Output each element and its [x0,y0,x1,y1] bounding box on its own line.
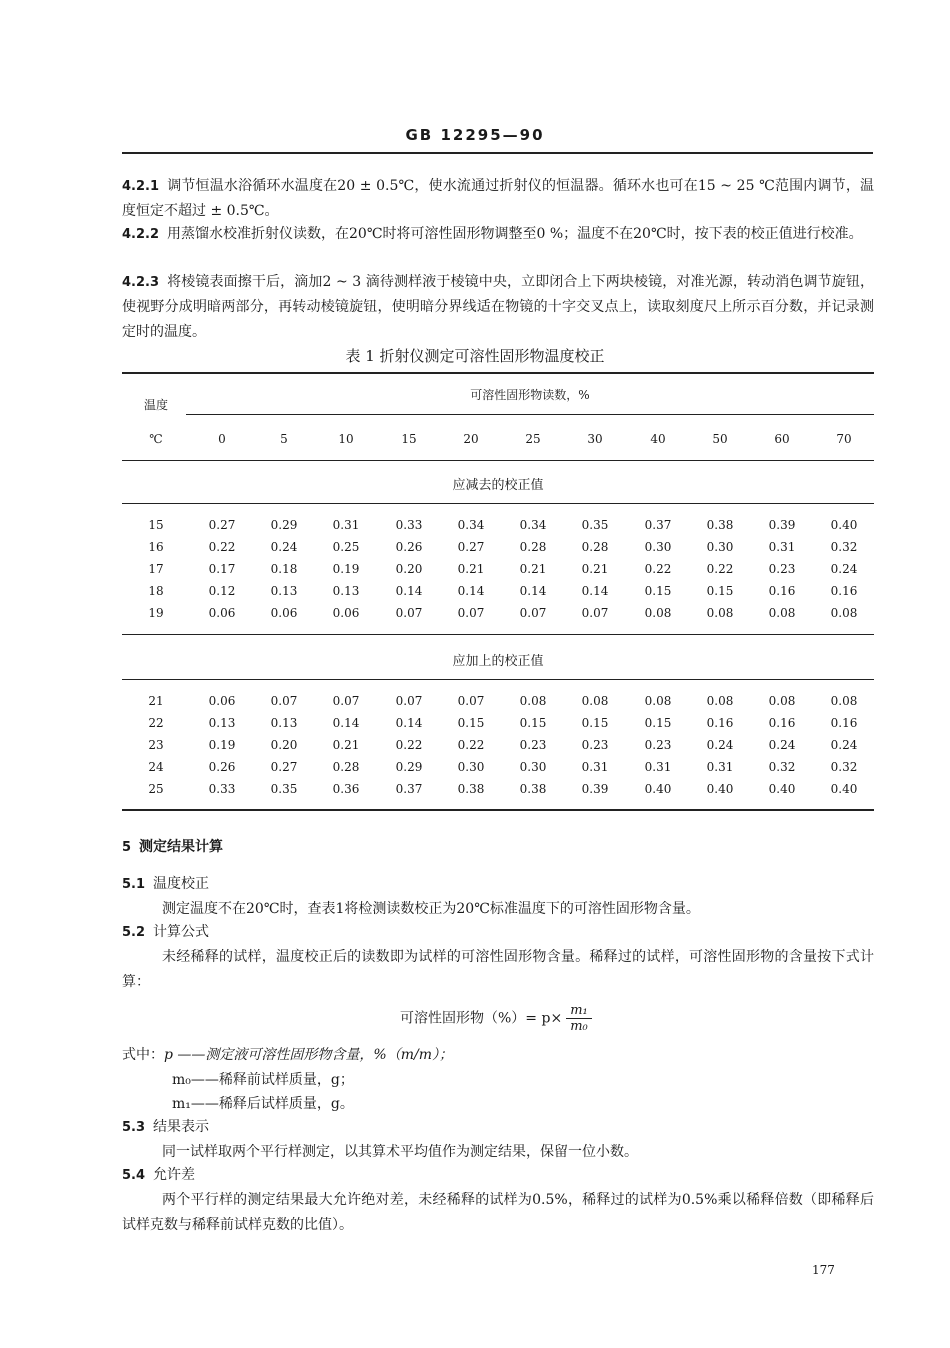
table-cell: 0.28 [581,540,609,554]
table-cell: 0.35 [581,518,609,532]
table-cell: 0.08 [581,694,609,708]
table-cell: 0.15 [581,716,609,730]
table-cell: 0.29 [395,760,423,774]
header-bottom-rule [122,460,874,461]
table-cell: 0.07 [457,694,485,708]
table-cell: 0.15 [644,584,672,598]
clause-5-1 [122,872,874,922]
table-cell: 0.07 [581,606,609,620]
table-cell: 0.08 [830,694,858,708]
table-cell: 0.31 [332,518,360,532]
table-cell: 0.14 [457,584,485,598]
table-cell: 0.08 [519,694,547,708]
table-cell: 0.14 [519,584,547,598]
clause-number: 4.2.2 [122,227,160,242]
clause-number: 5.4 [122,1168,146,1183]
table-cell: 0.07 [332,694,360,708]
row-temperature: 23 [148,738,164,752]
table-cell: 0.23 [581,738,609,752]
table-cell: 0.08 [768,694,796,708]
table-cell: 0.22 [208,540,236,554]
table-cell: 0.39 [768,518,796,532]
table-cell: 0.36 [332,782,360,796]
variable-m1: m₁——稀释后试样质量，g。 [172,1096,354,1112]
table-cell: 0.14 [395,716,423,730]
table-cell: 0.30 [706,540,734,554]
table-cell: 0.37 [395,782,423,796]
table-cell: 0.24 [768,738,796,752]
table-cell: 0.07 [519,606,547,620]
column-header: 20 [463,432,479,446]
clause-text: 同一试样取两个平行样测定，以其算术平均值作为测定结果，保留一位小数。 [162,1144,638,1160]
header-rule [122,152,873,154]
table-cell: 0.29 [270,518,298,532]
table-cell: 0.40 [830,782,858,796]
section-title: 测定结果计算 [139,839,224,855]
table-cell: 0.12 [208,584,236,598]
table-cell: 0.31 [644,760,672,774]
table-cell: 0.25 [332,540,360,554]
table-cell: 0.32 [830,760,858,774]
temp-unit: ℃ [149,432,163,446]
table-cell: 0.20 [270,738,298,752]
clause-4-2-2 [122,222,874,247]
row-temperature: 15 [148,518,164,532]
table-cell: 0.06 [332,606,360,620]
table-cell: 0.23 [519,738,547,752]
table-cell: 0.26 [208,760,236,774]
row-temperature: 22 [148,716,164,730]
clause-number: 5.3 [122,1120,146,1135]
table-cell: 0.38 [457,782,485,796]
table-cell: 0.08 [706,694,734,708]
table-cell: 0.21 [581,562,609,576]
temp-header: 温度 [143,398,168,412]
clause-5-3 [122,1115,874,1165]
table-cell: 0.32 [768,760,796,774]
column-header: 50 [712,432,728,446]
table-cell: 0.33 [208,782,236,796]
table-cell: 0.13 [332,584,360,598]
clause-number: 4.2.3 [122,275,160,290]
table-cell: 0.33 [395,518,423,532]
document-header: GB 12295—90 [405,126,545,144]
clause-text: 调节恒温水浴循环水温度在20 ± 0.5℃，使水流通过折射仪的恒温器。循环水也可在15 ~ 25 ℃范围内调节，温度恒定不超过 ± 0.5℃。 [122,178,874,219]
table-cell: 0.28 [519,540,547,554]
table-cell: 0.08 [768,606,796,620]
table-cell: 0.40 [644,782,672,796]
table-cell: 0.15 [519,716,547,730]
table-cell: 0.24 [706,738,734,752]
column-header: 40 [650,432,666,446]
formula-denominator: m₀ [570,1019,588,1034]
column-header: 5 [280,432,288,446]
table-cell: 0.22 [395,738,423,752]
table-cell: 0.14 [395,584,423,598]
table-cell: 0.15 [706,584,734,598]
clause-text: 两个平行样的测定结果最大允许绝对差，未经稀释的试样为0.5%，稀释过的试样为0.5%乘以稀释倍数（即稀释后试样克数与稀释前试样克数的比值）。 [122,1192,874,1233]
table-cell: 0.40 [706,782,734,796]
table-cell: 0.38 [519,782,547,796]
table-bottom-rule [122,809,874,811]
table-cell: 0.24 [830,562,858,576]
reading-header-rule [186,414,874,415]
table-cell: 0.28 [332,760,360,774]
table-cell: 0.16 [706,716,734,730]
variables-prefix: 式中： [122,1047,164,1063]
table-cell: 0.21 [457,562,485,576]
table-cell: 0.21 [332,738,360,752]
table-cell: 0.07 [395,606,423,620]
table-cell: 0.31 [768,540,796,554]
formula [400,1003,592,1034]
table-cell: 0.31 [706,760,734,774]
table-cell: 0.16 [830,584,858,598]
table-cell: 0.30 [457,760,485,774]
table-cell: 0.39 [581,782,609,796]
table-cell: 0.32 [830,540,858,554]
table-cell: 0.15 [644,716,672,730]
table-cell: 0.17 [208,562,236,576]
table-cell: 0.16 [768,584,796,598]
table-cell: 0.16 [830,716,858,730]
table-cell: 0.27 [270,760,298,774]
clause-title: 温度校正 [153,876,210,892]
reading-header: 可溶性固形物读数，% [470,388,590,402]
table-cell: 0.08 [644,694,672,708]
column-header: 70 [836,432,852,446]
clause-5-4 [122,1163,874,1238]
variable-p [122,1044,453,1066]
table-top-rule [122,372,874,374]
clause-4-2-1 [122,174,874,224]
table-cell: 0.34 [457,518,485,532]
table-cell: 0.30 [519,760,547,774]
table-cell: 0.24 [270,540,298,554]
clause-4-2-3 [122,270,874,345]
mid-rule [122,634,874,635]
table-cell: 0.06 [208,694,236,708]
subtract-rule [122,503,874,504]
table-cell: 0.23 [768,562,796,576]
column-header: 0 [218,432,226,446]
add-rule [122,679,874,680]
table-cell: 0.08 [706,606,734,620]
table-cell: 0.23 [644,738,672,752]
row-temperature: 25 [148,782,164,796]
row-temperature: 19 [148,606,164,620]
row-temperature: 16 [148,540,164,554]
column-header: 15 [401,432,417,446]
formula-lhs: 可溶性固形物（%）= p× [400,1010,563,1027]
clause-title: 结果表示 [153,1119,210,1135]
table-cell: 0.22 [644,562,672,576]
column-header: 60 [774,432,790,446]
table-cell: 0.07 [395,694,423,708]
table-cell: 0.20 [395,562,423,576]
subtract-label: 应减去的校正值 [452,478,544,493]
column-header: 25 [525,432,541,446]
page-number: 177 [812,1263,835,1277]
table-cell: 0.24 [830,738,858,752]
table-cell: 0.15 [457,716,485,730]
column-header: 10 [338,432,354,446]
table-cell: 0.40 [830,518,858,532]
table-cell: 0.38 [706,518,734,532]
table-cell: 0.22 [457,738,485,752]
table-cell: 0.26 [395,540,423,554]
table-cell: 0.27 [457,540,485,554]
table-title: 表 1 折射仪测定可溶性固形物温度校正 [345,347,605,365]
clause-title: 允许差 [153,1167,196,1183]
table-cell: 0.13 [208,716,236,730]
clause-text: 未经稀释的试样，温度校正后的读数即为试样的可溶性固形物含量。稀释过的试样，可溶性固形物的含量按下式计算： [122,949,874,990]
formula-numerator: m₁ [566,1003,592,1019]
variable-p-text: p ——测定液可溶性固形物含量，%（m/m）； [164,1047,453,1063]
clause-text: 测定温度不在20℃时，查表1将检测读数校正为20℃标准温度下的可溶性固形物含量。 [162,901,700,917]
clause-5-2 [122,920,874,995]
column-header: 30 [587,432,603,446]
section-5-heading [122,835,874,860]
table-cell: 0.35 [270,782,298,796]
table-cell: 0.40 [768,782,796,796]
table-cell: 0.06 [270,606,298,620]
table-cell: 0.22 [706,562,734,576]
table-cell: 0.18 [270,562,298,576]
variable-m0: m₀——稀释前试样质量，g； [172,1072,354,1088]
row-temperature: 17 [148,562,164,576]
table-cell: 0.07 [457,606,485,620]
table-cell: 0.27 [208,518,236,532]
row-temperature: 18 [148,584,164,598]
table-cell: 0.14 [332,716,360,730]
clause-title: 计算公式 [153,924,210,940]
formula-fraction [566,1003,592,1034]
table-cell: 0.06 [208,606,236,620]
clause-text: 用蒸馏水校准折射仪读数，在20℃时将可溶性固形物调整至0 %；温度不在20℃时，按下表的校正值进行校准。 [167,226,863,242]
table-cell: 0.08 [830,606,858,620]
table-cell: 0.34 [519,518,547,532]
section-number: 5 [122,840,132,855]
table-cell: 0.13 [270,716,298,730]
table-cell: 0.31 [581,760,609,774]
table-cell: 0.37 [644,518,672,532]
table-cell: 0.13 [270,584,298,598]
row-temperature: 24 [148,760,164,774]
table-cell: 0.19 [208,738,236,752]
clause-number: 5.2 [122,925,146,940]
table-cell: 0.19 [332,562,360,576]
clause-number: 4.2.1 [122,179,160,194]
clause-number: 5.1 [122,877,146,892]
table-cell: 0.30 [644,540,672,554]
add-label: 应加上的校正值 [452,654,544,669]
table-cell: 0.21 [519,562,547,576]
table-cell: 0.16 [768,716,796,730]
table-cell: 0.08 [644,606,672,620]
table-cell: 0.14 [581,584,609,598]
clause-text: 将棱镜表面擦干后，滴加2 ~ 3 滴待测样液于棱镜中央，立即闭合上下两块棱镜，对准光源，转动消色调节旋钮，使视野分成明暗两部分，再转动棱镜旋钮，使明暗分界线适在物镜的十字交叉点上，读取刻度尺上所示百分数，并记录测定时的温度。 [122,274,874,340]
table-cell: 0.07 [270,694,298,708]
row-temperature: 21 [148,694,164,708]
